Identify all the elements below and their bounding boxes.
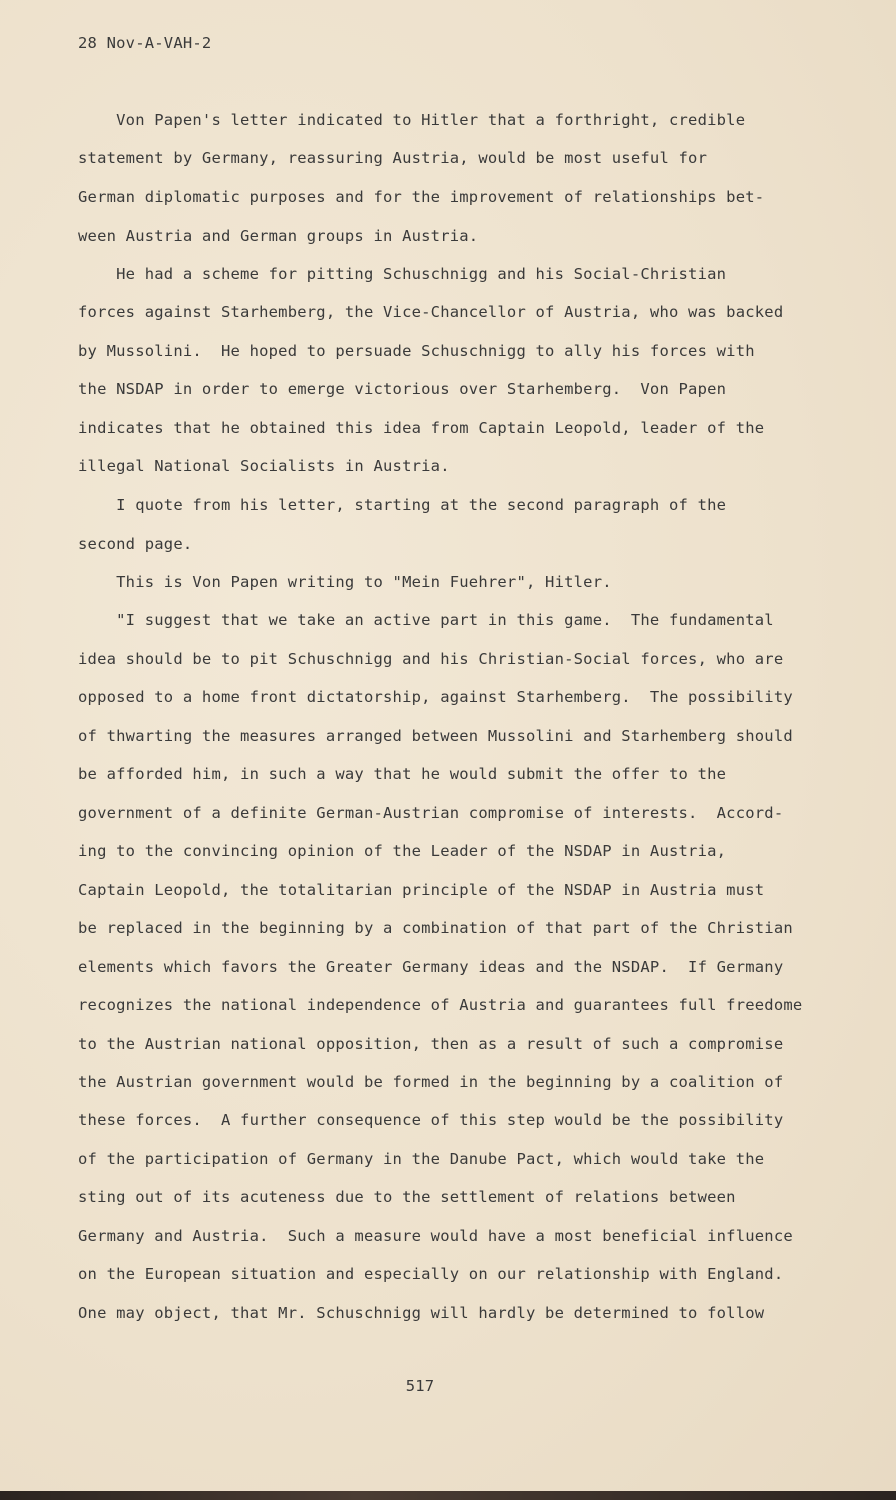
text-line: "I suggest that we take an active part in this game. The fundamental xyxy=(78,611,774,629)
text-line: on the European situation and especially on our relationship with England. xyxy=(78,1265,784,1283)
text-line: I quote from his letter, starting at the second paragraph of the xyxy=(78,496,727,514)
text-line: be afforded him, in such a way that he would submit the offer to the xyxy=(78,765,727,783)
text-line: ween Austria and German groups in Austria. xyxy=(78,227,479,245)
text-line: of thwarting the measures arranged between Mussolini and Starhemberg should xyxy=(78,727,793,745)
text-line: the NSDAP in order to emerge victorious over Starhemberg. Von Papen xyxy=(78,380,727,398)
text-line: Von Papen's letter indicated to Hitler that a forthright, credible xyxy=(78,111,746,129)
text-line: indicates that he obtained this idea from Captain Leopold, leader of the xyxy=(78,419,765,437)
page-number: 517 xyxy=(405,1377,435,1395)
text-line: elements which favors the Greater Germany ideas and the NSDAP. If Germany xyxy=(78,958,784,976)
text-line: idea should be to pit Schuschnigg and his Christian-Social forces, who are xyxy=(78,650,784,668)
text-line: of the participation of Germany in the Danube Pact, which would take the xyxy=(78,1150,765,1168)
text-line: recognizes the national independence of Austria and guarantees full freedome xyxy=(78,996,803,1014)
text-line: One may object, that Mr. Schuschnigg will hardly be determined to follow xyxy=(78,1304,765,1322)
text-line: sting out of its acuteness due to the settlement of relations between xyxy=(78,1188,736,1206)
text-line: This is Von Papen writing to "Mein Fuehrer", Hitler. xyxy=(78,573,612,591)
text-line: He had a scheme for pitting Schuschnigg and his Social-Christian xyxy=(78,265,727,283)
text-line: forces against Starhemberg, the Vice-Chancellor of Austria, who was backed xyxy=(78,303,784,321)
text-line: Germany and Austria. Such a measure would have a most beneficial influence xyxy=(78,1227,793,1245)
text-line: these forces. A further consequence of this step would be the possibility xyxy=(78,1111,784,1129)
text-line: government of a definite German-Austrian compromise of interests. Accord- xyxy=(78,804,784,822)
text-line: statement by Germany, reassuring Austria, would be most useful for xyxy=(78,149,708,167)
text-line: illegal National Socialists in Austria. xyxy=(78,457,450,475)
text-line: opposed to a home front dictatorship, against Starhemberg. The possibility xyxy=(78,688,793,706)
text-line: be replaced in the beginning by a combination of that part of the Christian xyxy=(78,919,793,937)
scan-edge xyxy=(0,1491,896,1500)
document-reference: 28 Nov-A-VAH-2 xyxy=(78,34,212,52)
text-line: the Austrian government would be formed in the beginning by a coalition of xyxy=(78,1073,784,1091)
text-line: to the Austrian national opposition, then as a result of such a compromise xyxy=(78,1035,784,1053)
text-line: Captain Leopold, the totalitarian principle of the NSDAP in Austria must xyxy=(78,881,765,899)
text-line: ing to the convincing opinion of the Leader of the NSDAP in Austria, xyxy=(78,842,727,860)
text-line: by Mussolini. He hoped to persuade Schuschnigg to ally his forces with xyxy=(78,342,755,360)
text-line: German diplomatic purposes and for the improvement of relationships bet- xyxy=(78,188,765,206)
text-line: second page. xyxy=(78,535,193,553)
